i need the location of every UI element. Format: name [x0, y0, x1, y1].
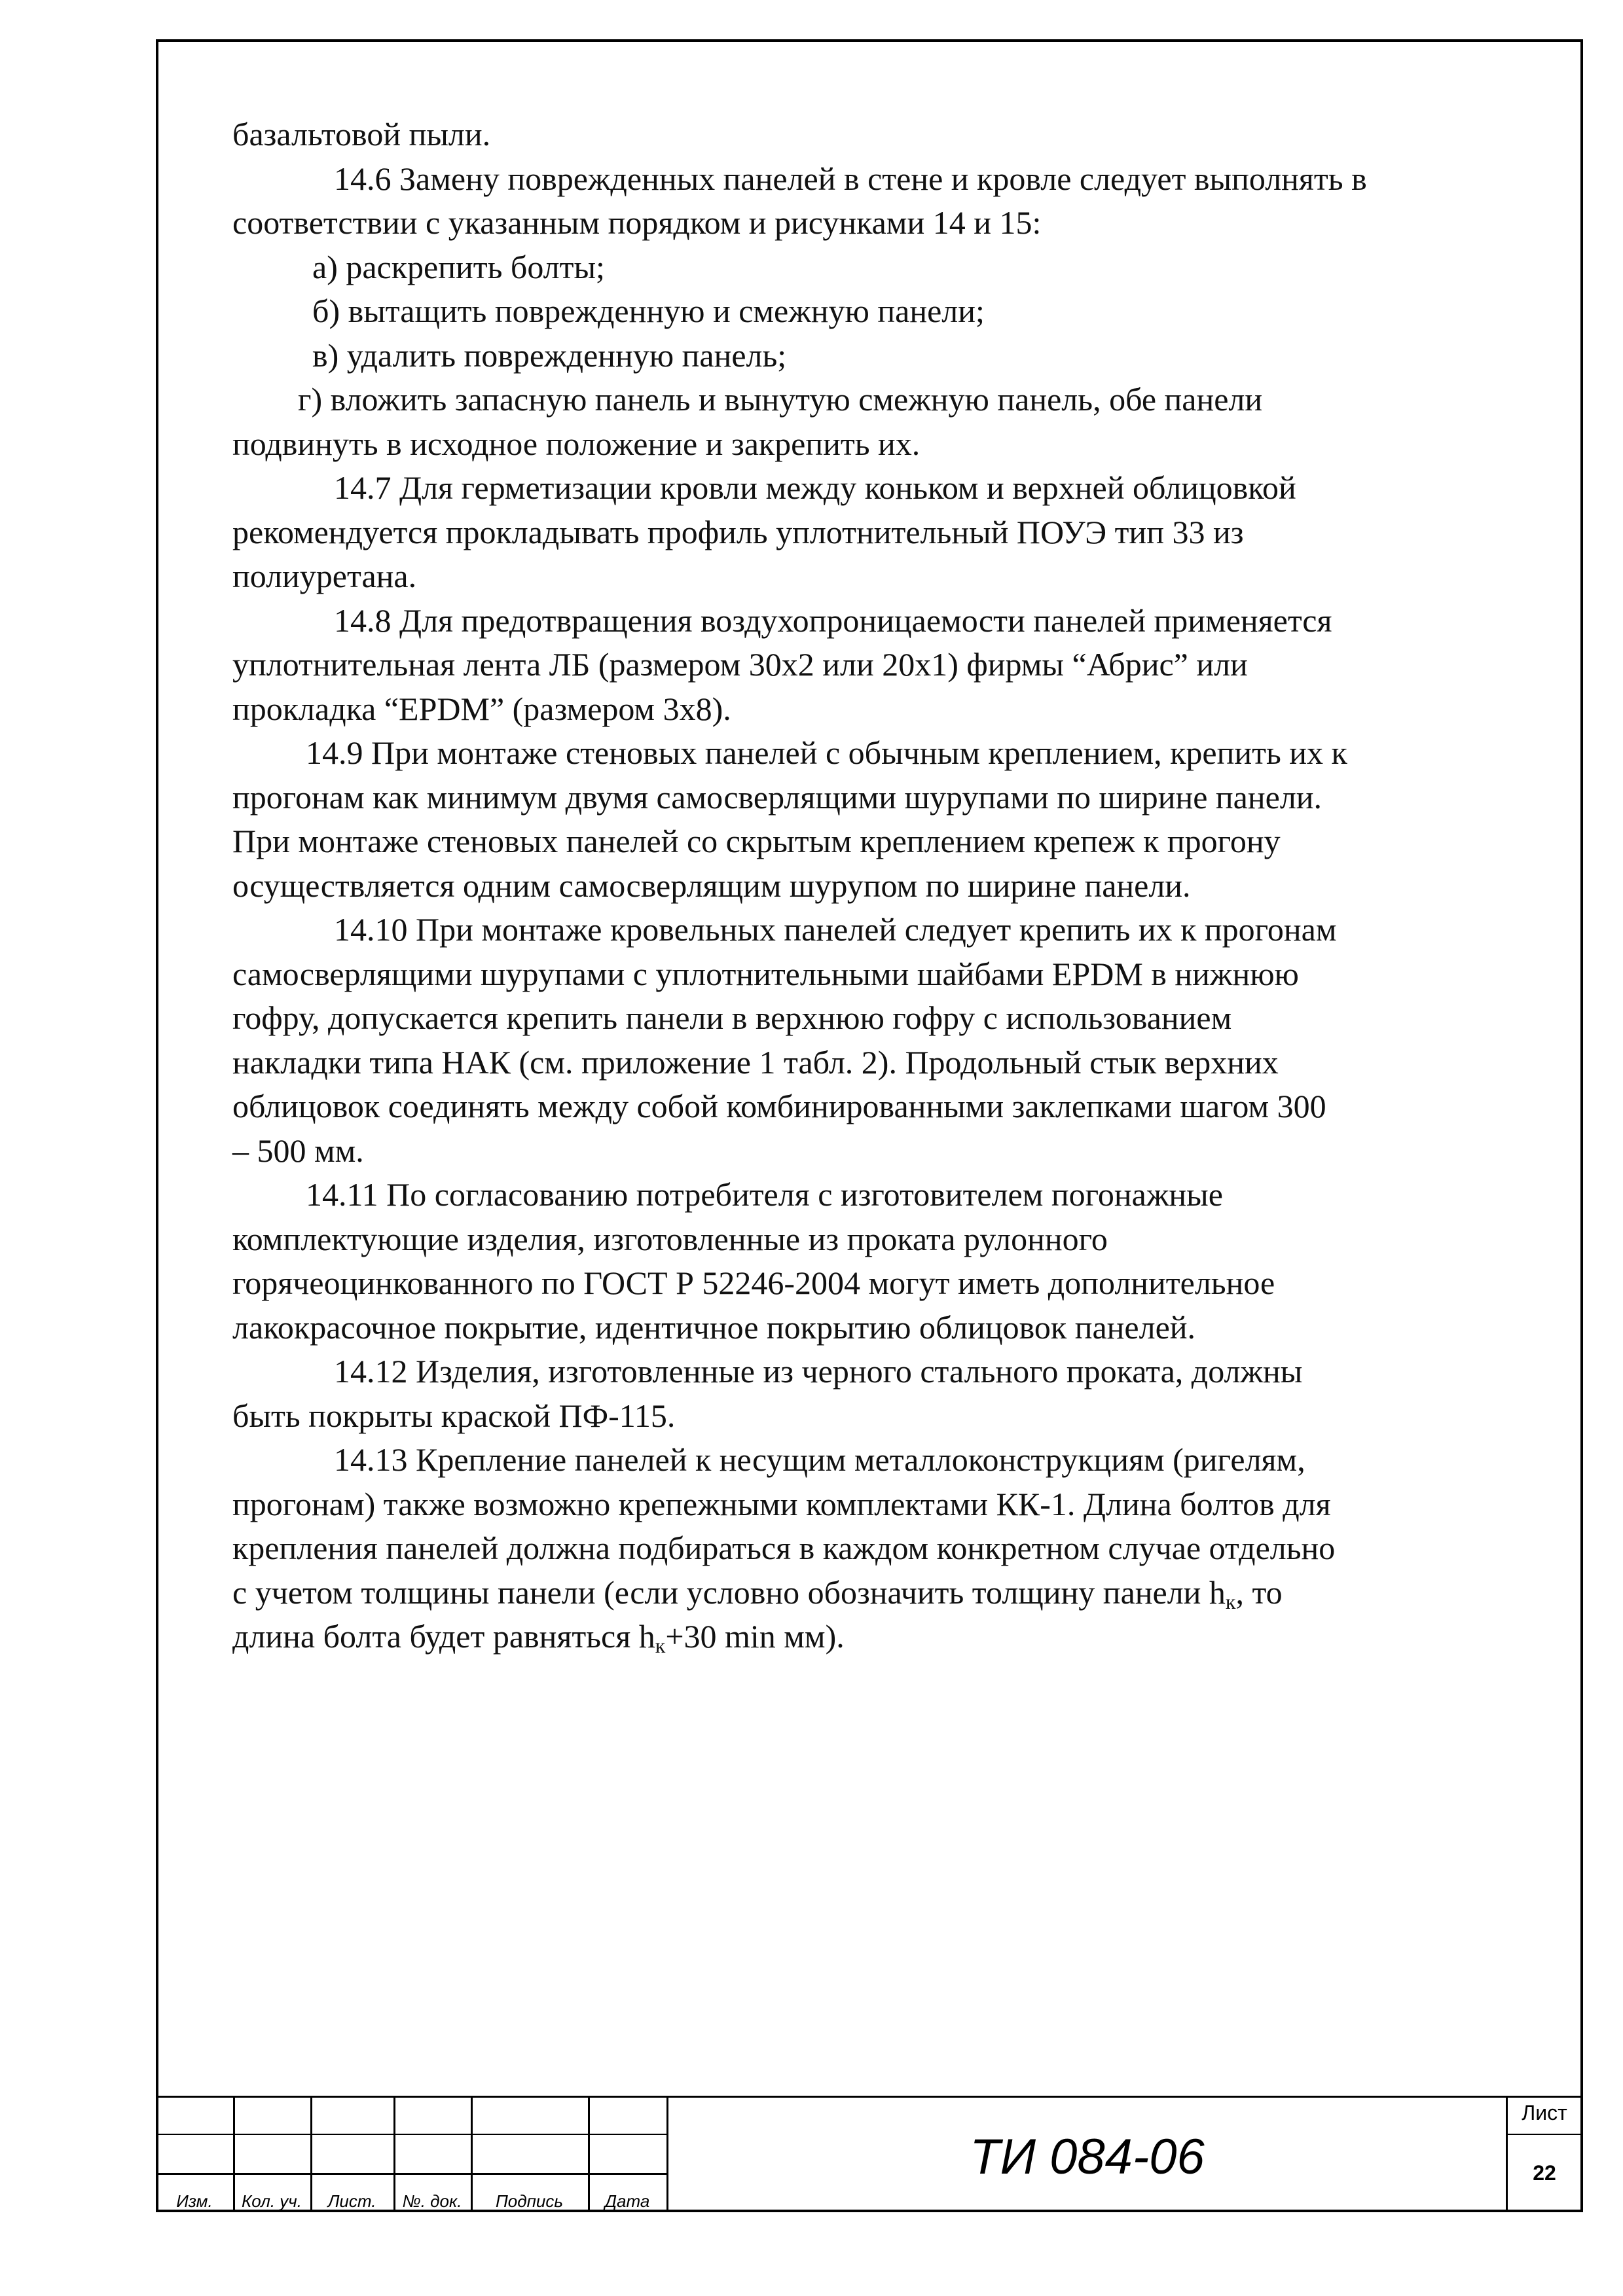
text-line: При монтаже стеновых панелей со скрытым креплением крепеж к прогону: [232, 823, 1281, 859]
sheet-label: Лист: [1522, 2101, 1567, 2125]
paragraph-14-9: 14.9 При монтаже стеновых панелей с обычным креплением, крепить их к: [306, 734, 1347, 771]
text-line: лакокрасочное покрытие, идентичное покрытию облицовок панелей.: [232, 1308, 1196, 1346]
paragraph-14-7: 14.7 Для герметизации кровли между коньком и верхней облицовкой: [334, 469, 1296, 506]
paragraph-14-12: 14.12 Изделия, изготовленные из черного стального проката, должны: [334, 1353, 1303, 1390]
text-line: гофру, допускается крепить панели в верхнюю гофру с использованием: [232, 999, 1232, 1036]
text-line: комплектующие изделия, изготовленные из проката рулонного: [232, 1220, 1108, 1257]
text-line: рекомендуется прокладывать профиль уплотнительный ПОУЭ тип 33 из: [232, 513, 1244, 550]
paragraph-14-11: 14.11 По согласованию потребителя с изготовителем погонажные: [306, 1176, 1223, 1213]
col-date-label: Дата: [604, 2191, 650, 2211]
text-line: осуществляется одним самосверлящим шурупом по ширине панели.: [232, 867, 1191, 904]
col-sign-label: Подпись: [495, 2191, 564, 2211]
text-line: полиуретана.: [232, 558, 417, 594]
text-line: подвинуть в исходное положение и закрепить их.: [232, 425, 921, 462]
col-kol-label: Кол. уч.: [241, 2191, 302, 2211]
text-line: прогонам как минимум двумя самосверлящими шурупами по ширине панели.: [232, 778, 1322, 816]
text-line: соответствии с указанным порядком и рисунками 14 и 15:: [232, 204, 1042, 241]
text-fragment: +30 min мм).: [665, 1618, 845, 1655]
list-item-v: в) удалить поврежденную панель;: [312, 336, 787, 374]
text-line: горячеоцинкованного по ГОСТ Р 52246-2004 могут иметь дополнительное: [232, 1265, 1275, 1301]
col-list-label: Лист.: [327, 2191, 376, 2211]
col-doc-label: №. док.: [402, 2191, 462, 2211]
text-line: – 500 мм.: [232, 1132, 364, 1169]
subscript: к: [1225, 1589, 1236, 1613]
paragraph-14-6: 14.6 Замену поврежденных панелей в стене и кровле следует выполнять в: [334, 160, 1367, 197]
list-item-g: г) вложить запасную панель и вынутую смежную панель, обе панели: [298, 381, 1263, 418]
text-line: облицовок соединять между собой комбинированными заклепками шагом 300: [232, 1088, 1326, 1124]
formula-line: [232, 1571, 1555, 1615]
text-fragment: , то: [1235, 1573, 1283, 1611]
subscript: к: [655, 1634, 666, 1657]
text-line: прогонам) также возможно крепежными комплектами КК-1. Длина болтов для: [232, 1485, 1331, 1522]
text-line: быть покрыты краской ПФ-115.: [232, 1397, 676, 1434]
text-line: накладки типа НАК (см. приложение 1 табл. 2). Продольный стык верхних: [232, 1043, 1279, 1081]
list-item-b: б) вытащить поврежденную и смежную панели;: [312, 293, 985, 329]
list-item-a: а) раскрепить болты;: [312, 248, 605, 285]
document-code: ТИ 084-06: [970, 2129, 1205, 2185]
sheet-number: 22: [1533, 2161, 1556, 2185]
title-block: [156, 2096, 1583, 2212]
text-line: базальтовой пыли.: [232, 116, 491, 152]
paragraph-14-8: 14.8 Для предотвращения воздухопроницаемости панелей применяется: [334, 601, 1332, 639]
text-fragment: с учетом толщины панели (если условно обозначить толщину панели h: [232, 1573, 1226, 1611]
text-line: крепления панелей должна подбираться в каждом конкретном случае отдельно: [232, 1530, 1336, 1566]
paragraph-14-13: 14.13 Крепление панелей к несущим металлоконструкциям (ригелям,: [334, 1441, 1305, 1478]
col-izm-label: Изм.: [176, 2191, 213, 2211]
text-line: самосверлящими шурупами с уплотнительными шайбами EPDM в нижнюю: [232, 955, 1299, 992]
formula-line: [232, 1615, 1555, 1659]
paragraph-14-10: 14.10 При монтаже кровельных панелей следует крепить их к прогонам: [334, 911, 1337, 948]
text-fragment: длина болта будет равняться h: [232, 1618, 655, 1655]
text-line: прокладка “EPDM” (размером 3х8).: [232, 690, 731, 727]
document-body: [232, 113, 1555, 1659]
text-line: уплотнительная лента ЛБ (размером 30х2 или 20х1) фирмы “Абрис” или: [232, 646, 1248, 683]
